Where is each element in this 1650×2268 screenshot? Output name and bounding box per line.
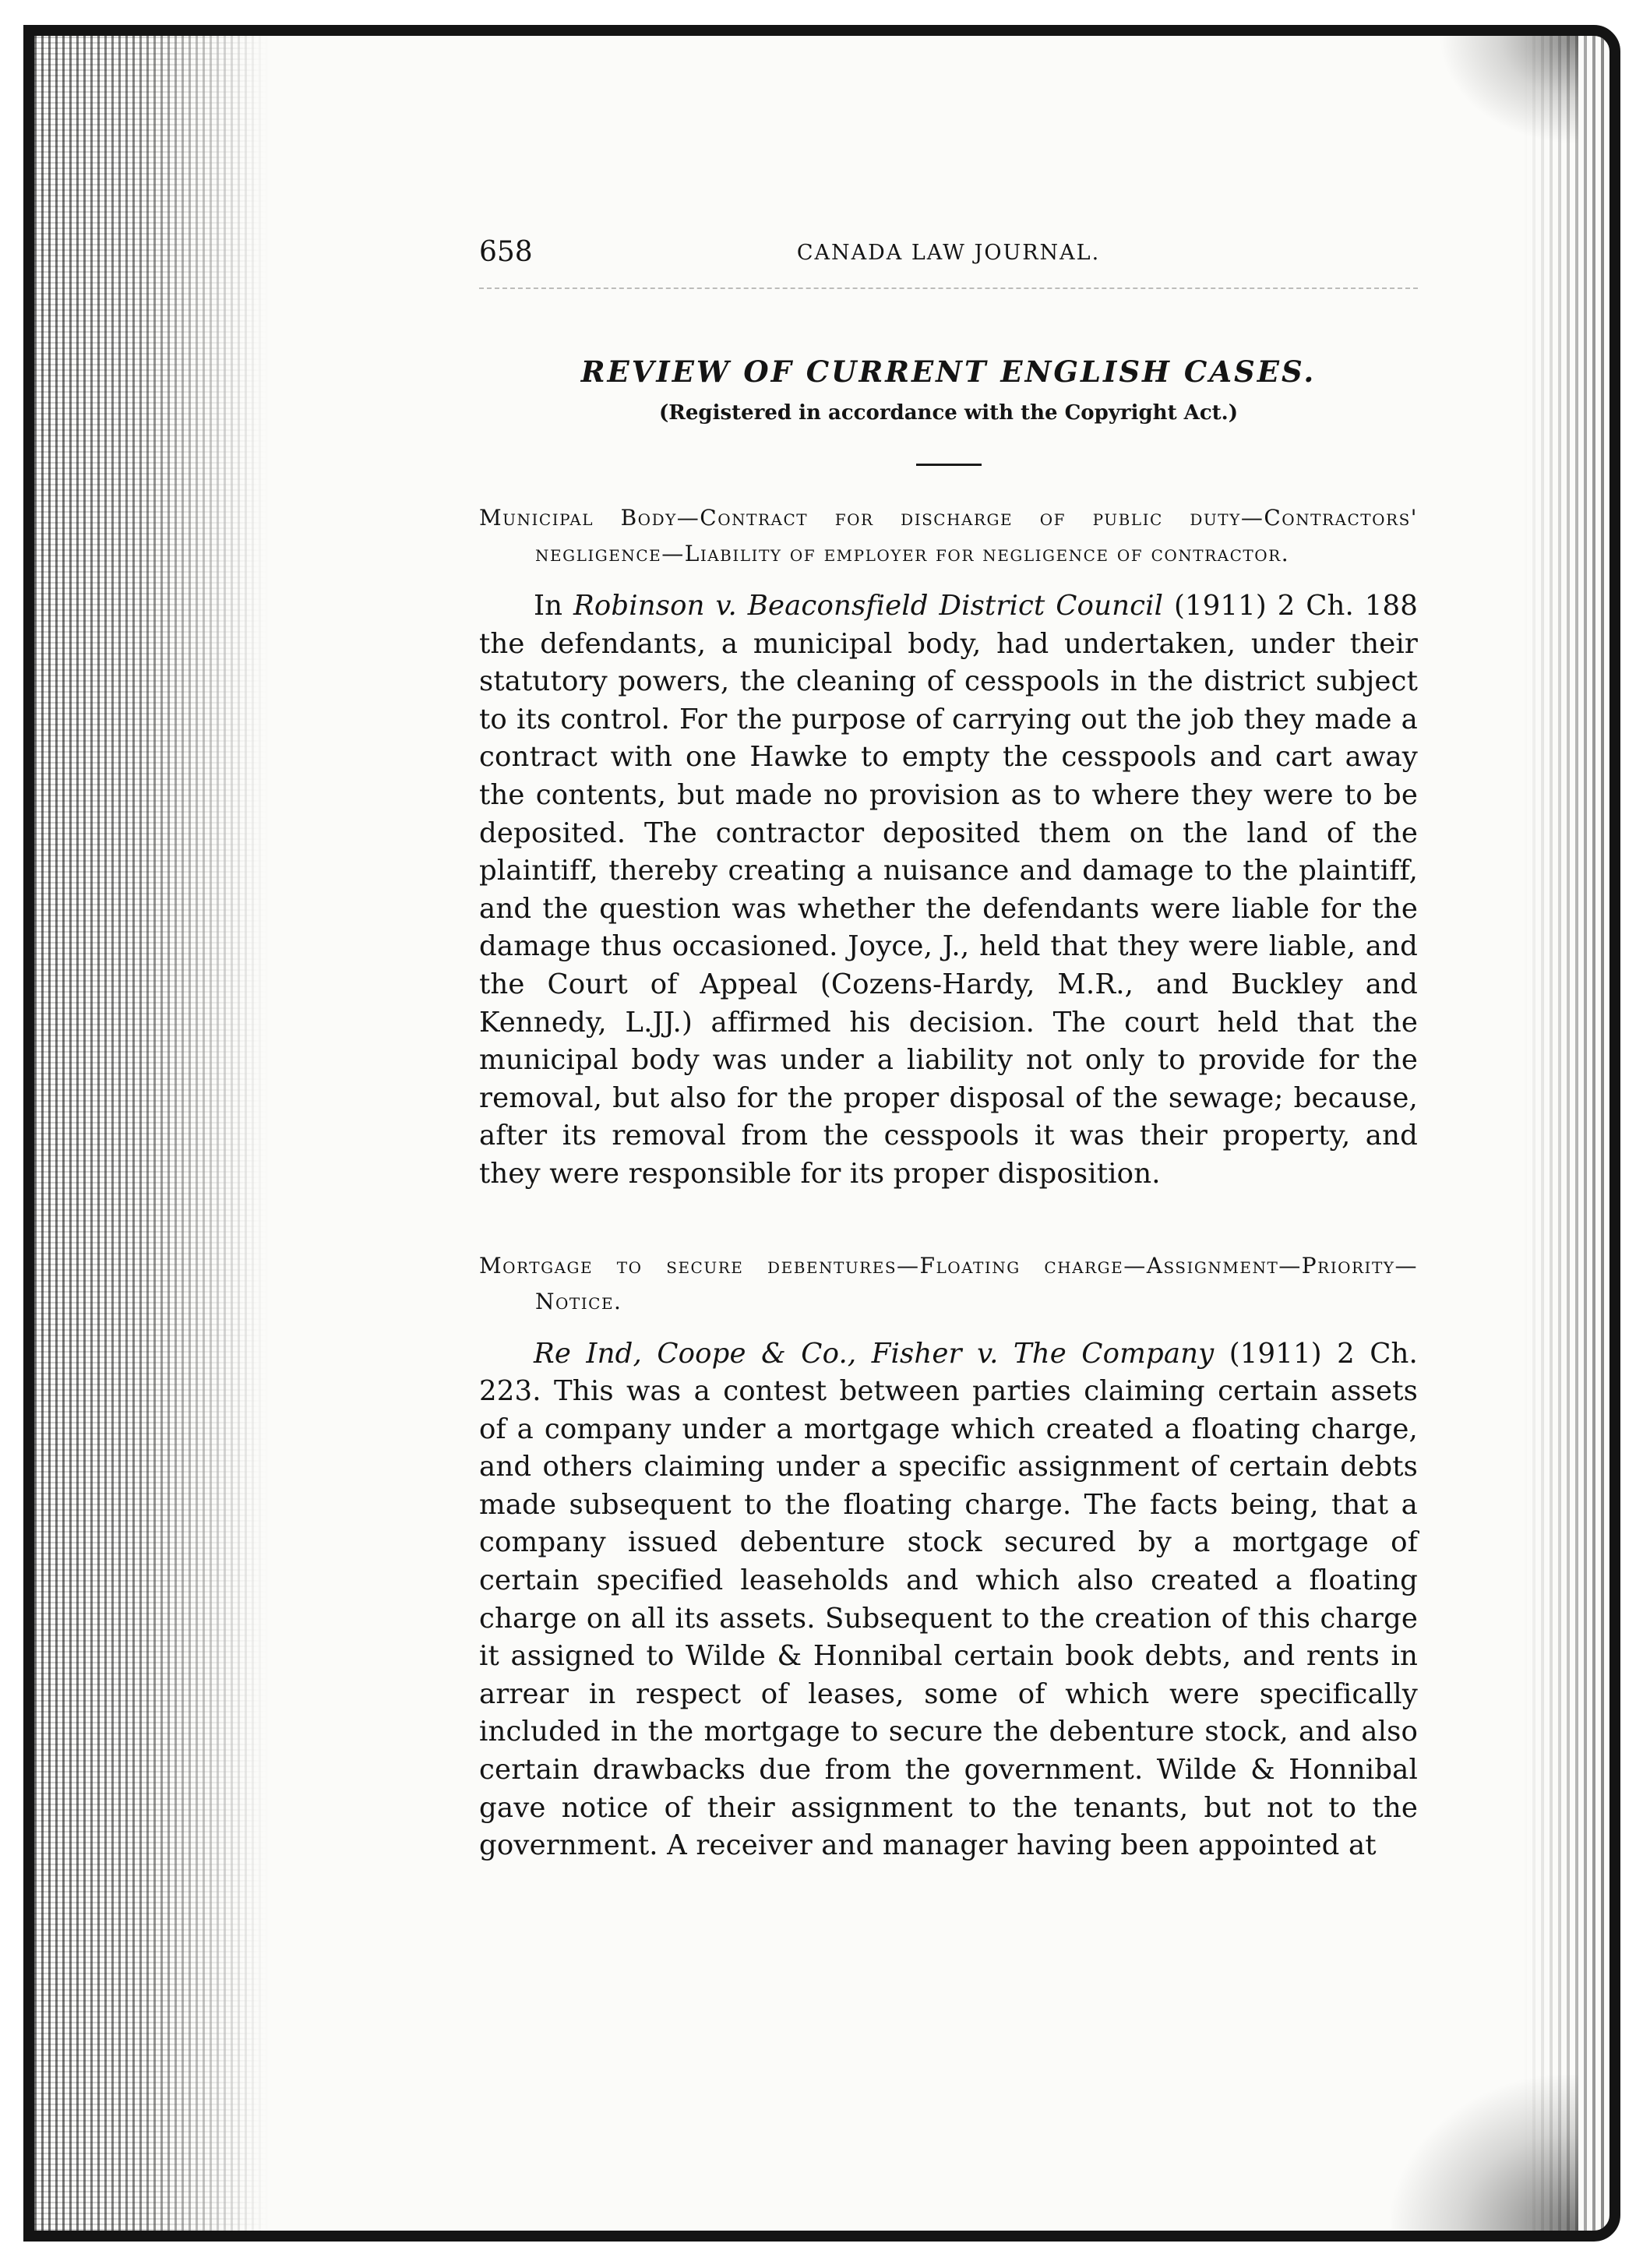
scan-corner-smudge <box>1438 36 1578 145</box>
case-body-text: (1911) 2 Ch. 188 the defendants, a municipal body, had undertaken, under their statutory powers, the cleaning of cesspools in the district subject to its control. For the purpose of carrying out the job they made a contract with one Hawke to empty the cesspools and cart away the contents, but made no provision as to where they were to be deposited. The contractor deposited them on the land of the plaintiff, thereby creating a nuisance and damage to the plaintiff, and the question was whether the defendants were liable for the damage thus occasioned. Joyce, J., held that they were liable, and the Court of Appeal (Cozens-Hardy, M.R., and Buckley and Kennedy, L.JJ.) affirmed his decision. The court held that the municipal body was under a liability not only to provide for the removal, but also for the proper disposal of the sewage; because, after its removal from the cesspools it was their property, and they were responsible for its proper disposition. <box>479 590 1418 1190</box>
case-summary-ind-coope <box>479 1335 1418 1865</box>
journal-title: CANADA LAW JOURNAL. <box>796 241 1101 265</box>
page-content <box>479 236 1418 1892</box>
scan-corner-smudge <box>1391 2075 1578 2231</box>
section-title: REVIEW OF CURRENT ENGLISH CASES. <box>580 354 1317 389</box>
scan-binding-shadow <box>34 36 268 2231</box>
copyright-note: (Registered in accordance with the Copyright Act.) <box>658 401 1239 425</box>
case-body-text: (1911) 2 Ch. 223. This was a contest between parties claiming certain assets of a company under a mortgage which created a floating charge, and others claiming under a specific assignment of certain debts made subsequent to the floating charge. The facts being, that a company issued debenture stock secured by a mortgage of certain specified leaseholds and which also created a floating charge on all its assets. Subsequent to the creation of this charge it assigned to Wilde & Honnibal certain book debts, and rents in arrear in respect of leases, some of which were specifically included in the mortgage to secure the debenture stock, and also certain drawbacks due from the government. Wilde & Honnibal gave notice of their assignment to the tenants, but not to the government. A receiver and manager having been appointed at <box>479 1337 1418 1862</box>
case-heading-mortgage: Mortgage to secure debentures—Floating charge—Assignment—Priority—Notice. <box>479 1252 1418 1314</box>
scan-edge-shadow <box>1524 36 1609 2231</box>
case-lead-in: In <box>534 590 573 622</box>
page-number: 658 <box>479 236 533 268</box>
running-head <box>479 236 1418 283</box>
case-citation: Re Ind, Coope & Co., Fisher v. The Company <box>534 1337 1215 1370</box>
case-summary-robinson <box>479 587 1418 1194</box>
case-heading-municipal-body: Municipal Body—Contract for discharge of public duty—Contractors' negligence—Liability of employer for negligence of contractor. <box>479 505 1418 566</box>
section-divider <box>916 464 982 466</box>
case-citation: Robinson v. Beaconsfield District Council <box>573 590 1164 622</box>
header-rule <box>479 287 1418 289</box>
